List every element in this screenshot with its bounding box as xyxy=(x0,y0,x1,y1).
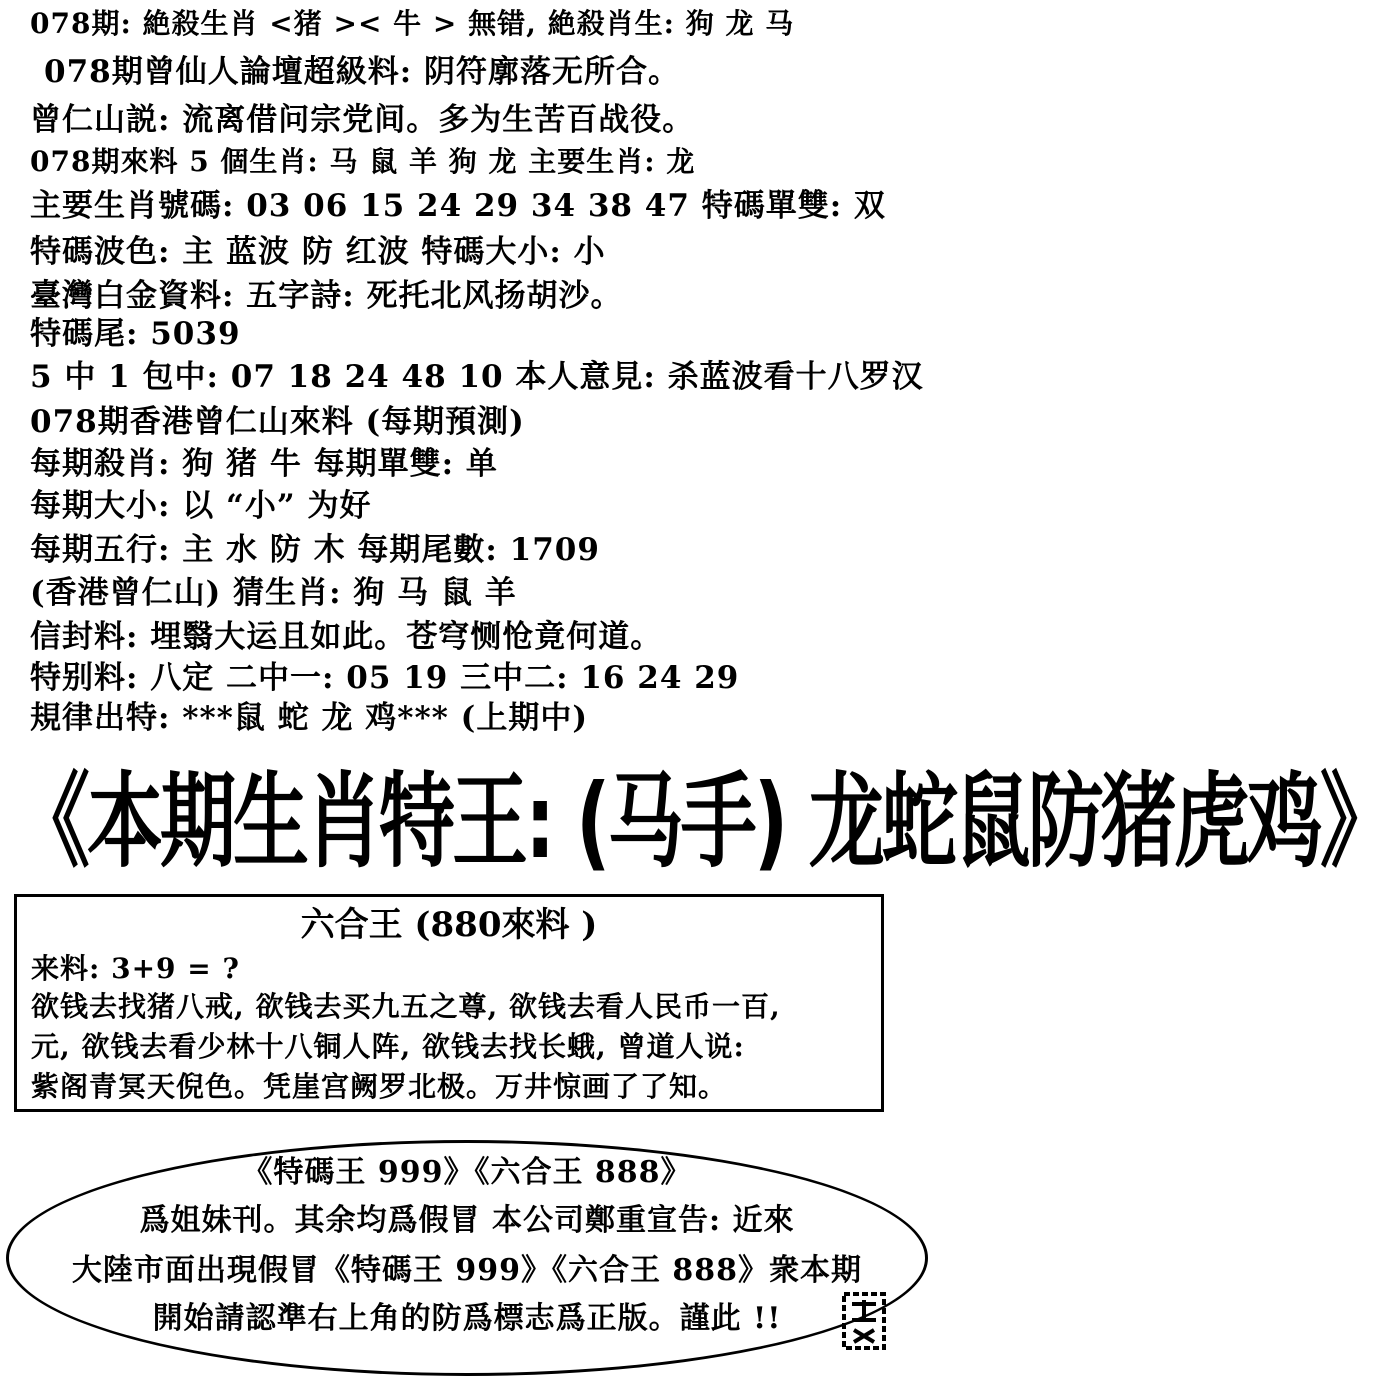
notice-line-1: 《特碼王 999》《六合王 888》 xyxy=(242,1155,692,1190)
text-line-2: 078期曾仙人論壇超級料: 阴符廓落无所合。 xyxy=(44,54,680,90)
text-line-17: 規律出特: ***鼠 蛇 龙 鸡*** (上期中) xyxy=(30,700,589,736)
box-line-2: 欲钱去找猪八戒, 欲钱去买九五之尊, 欲钱去看人民币一百, xyxy=(31,990,781,1023)
text-line-1: 078期: 絶殺生肖 <猪 >< 牛 > 無错, 絶殺肖生: 狗 龙 马 xyxy=(30,7,795,40)
text-line-3: 曾仁山説: 流离借问宗党间。多为生苦百战役。 xyxy=(30,102,695,138)
text-line-8: 特碼尾: 5039 xyxy=(30,316,241,352)
liuhe-wang-box xyxy=(14,894,884,1112)
box-line-3: 元, 欲钱去看少林十八铜人阵, 欲钱去找长蛾, 曾道人说: xyxy=(31,1030,745,1063)
notice-line-4: 開始請認準右上角的防爲標志爲正版。謹此 !! xyxy=(152,1301,782,1336)
box-title: 六合王 (880來料 ) xyxy=(300,905,598,945)
text-line-10: 078期香港曾仁山來料 (每期預測) xyxy=(30,404,525,440)
text-line-13: 每期五行: 主 水 防 木 每期尾數: 1709 xyxy=(30,532,600,568)
text-line-15: 信封料: 埋翳大运且如此。苍穹恻怆竟何道。 xyxy=(30,619,663,655)
notice-line-3: 大陸市面出現假冒《特碼王 999》《六合王 888》衆本期 xyxy=(71,1253,863,1288)
text-line-16: 特别料: 八定 二中一: 05 19 三中二: 16 24 29 xyxy=(30,660,740,696)
text-line-5: 主要生肖號碼: 03 06 15 24 29 34 38 47 特碼單雙: 双 xyxy=(30,188,886,224)
text-line-14: (香港曾仁山) 猜生肖: 狗 马 鼠 羊 xyxy=(30,575,517,611)
notice-line-2: 爲姐妹刊。其余均爲假冒 本公司鄭重宣告: 近來 xyxy=(139,1203,795,1238)
headline-banner: 《本期生肖特王: (马手) 龙蛇鼠防猪虎鸡》 xyxy=(14,761,1393,882)
text-line-11: 每期殺肖: 狗 猪 牛 每期單雙: 单 xyxy=(30,446,498,482)
text-line-9: 5 中 1 包中: 07 18 24 48 10 本人意見: 杀蓝波看十八罗汉 xyxy=(30,359,924,395)
seal-stamp-icon xyxy=(838,1290,890,1352)
box-line-4: 紫阁青冥天倪色。凭崖宫阙罗北极。万井惊画了了知。 xyxy=(31,1070,728,1103)
text-line-6: 特碼波色: 主 蓝波 防 红波 特碼大小: 小 xyxy=(30,234,606,270)
text-line-7: 臺灣白金資料: 五字詩: 死托北风扬胡沙。 xyxy=(30,278,623,314)
text-line-12: 每期大小: 以 “小” 为好 xyxy=(30,488,372,524)
notice-oval xyxy=(6,1140,928,1376)
text-line-4: 078期來料 5 個生肖: 马 鼠 羊 狗 龙 主要生肖: 龙 xyxy=(30,145,696,178)
box-line-1: 来料: 3+9 = ? xyxy=(31,952,240,985)
